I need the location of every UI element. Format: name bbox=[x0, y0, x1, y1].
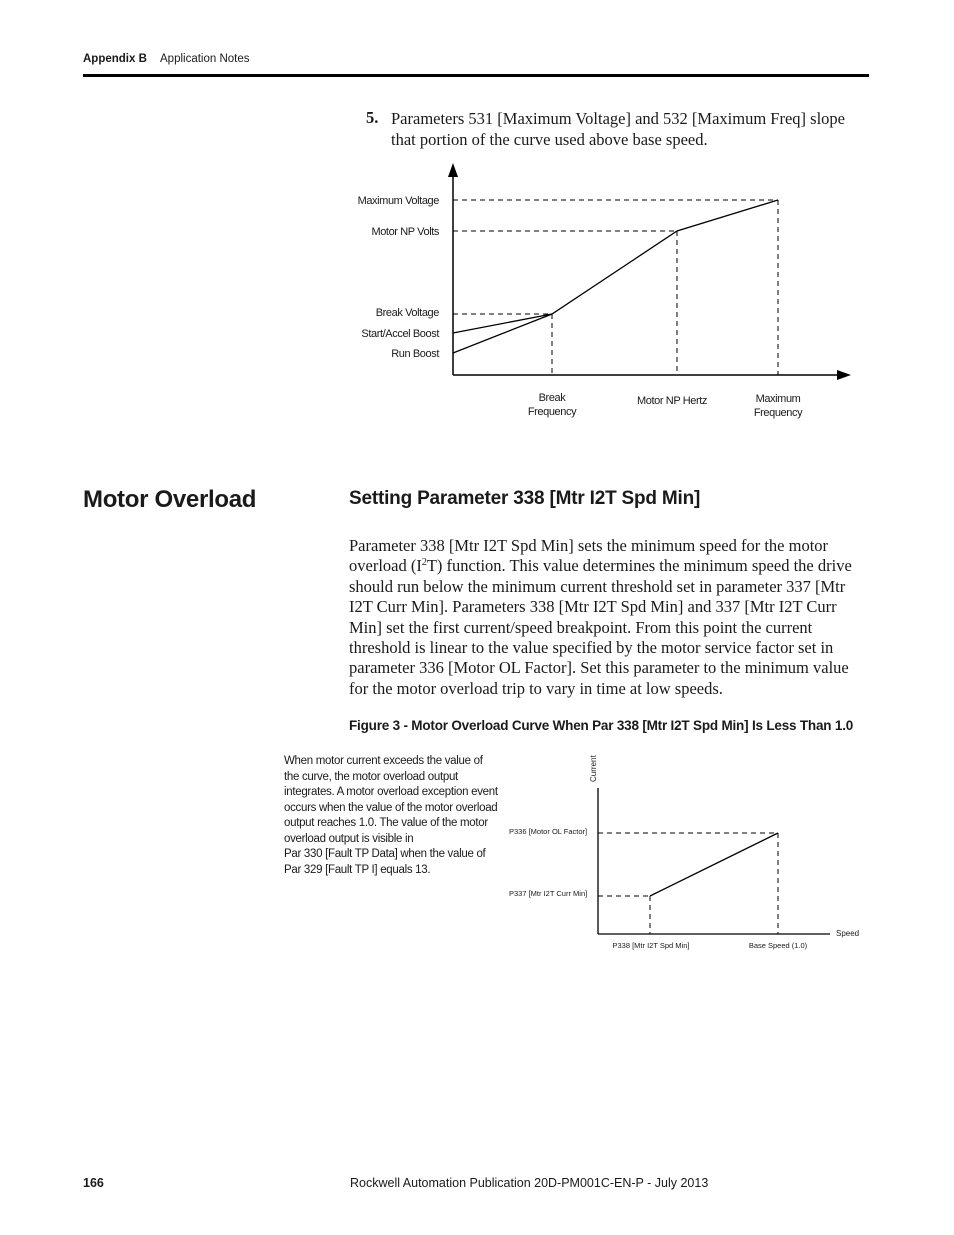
overload-label-p338: P338 [Mtr I2T Spd Min] bbox=[612, 941, 690, 950]
side-note-text-1: When motor current exceeds the value of the curve, the motor overload output integrates. A motor overload exception event occurs when the value of the motor overload output reaches 1.0. The value of the motor overload output is visible in bbox=[284, 755, 498, 845]
section-heading: Motor Overload bbox=[83, 486, 257, 513]
overload-x-axis-label: Speed bbox=[836, 929, 860, 938]
para-text-part1: Parameter 338 [Mtr I2T Spd Min] sets the minimum speed for the motor overload (I bbox=[349, 536, 829, 576]
vhz-x-arrow-icon bbox=[837, 370, 851, 380]
vhz-label-break-frequency-line2: Frequency bbox=[527, 406, 577, 418]
volts-hertz-diagram bbox=[355, 160, 855, 430]
vhz-label-break-frequency-line1: Break bbox=[538, 392, 566, 404]
header-rule bbox=[83, 74, 869, 77]
vhz-label-max-frequency-line2: Frequency bbox=[753, 407, 803, 419]
figure-side-note bbox=[284, 754, 499, 878]
vhz-label-max-frequency-line1: Maximum bbox=[755, 393, 801, 405]
overload-label-p336: P336 [Motor OL Factor] bbox=[509, 827, 588, 836]
page-number: 166 bbox=[83, 1176, 104, 1190]
vhz-label-max-voltage: Maximum Voltage bbox=[357, 195, 439, 207]
vhz-label-run-boost: Run Boost bbox=[391, 348, 439, 360]
vhz-label-np-hertz: Motor NP Hertz bbox=[637, 395, 707, 407]
figure-caption: Figure 3 - Motor Overload Curve When Par 338 [Mtr I2T Spd Min] Is Less Than 1.0 bbox=[349, 718, 854, 733]
para-superscript: 2 bbox=[421, 557, 427, 569]
vhz-curve bbox=[453, 200, 778, 353]
vhz-y-arrow-icon bbox=[448, 163, 458, 177]
overload-label-base-speed: Base Speed (1.0) bbox=[748, 941, 808, 950]
para-text-part2: T) function. This value determines the minimum speed the drive should run below the minimum current threshold set in parameter 337 [Mtr I2T Curr Min]. Parameters 338 [Mtr I2T Spd Min] and 337 [Mtr I2T Curr Min] set the first current/speed breakpoint. From this point the current threshold is linear to the value specified by the motor service factor set in parameter 336 [Motor OL Factor]. Set this parameter to the minimum value for the motor overload trip to vary in time at low speeds. bbox=[349, 556, 852, 698]
body-paragraph bbox=[349, 536, 869, 699]
vhz-start-boost-line bbox=[453, 314, 552, 333]
sub-heading: Setting Parameter 338 [Mtr I2T Spd Min] bbox=[349, 488, 701, 509]
overload-y-axis-label: Current bbox=[589, 755, 598, 782]
footer-publication: Rockwell Automation Publication 20D-PM001C-EN-P - July 2013 bbox=[350, 1176, 709, 1190]
header-section-label: Application Notes bbox=[160, 53, 250, 65]
side-note-text-2: Par 330 [Fault TP Data] when the value of Par 329 [Fault TP I] equals 13. bbox=[284, 848, 486, 876]
header-appendix-label: Appendix B bbox=[83, 53, 147, 65]
motor-overload-chart bbox=[500, 752, 870, 957]
step-number: 5. bbox=[366, 108, 379, 127]
vhz-label-start-accel-boost: Start/Accel Boost bbox=[361, 328, 439, 340]
overload-curve bbox=[650, 833, 778, 896]
vhz-label-break-voltage: Break Voltage bbox=[375, 307, 439, 319]
step-text: Parameters 531 [Maximum Voltage] and 532 [Maximum Freq] slope that portion of the curve used above base speed. bbox=[391, 109, 845, 149]
vhz-label-np-volts: Motor NP Volts bbox=[371, 226, 439, 238]
overload-label-p337: P337 [Mtr I2T Curr Min] bbox=[509, 889, 588, 898]
